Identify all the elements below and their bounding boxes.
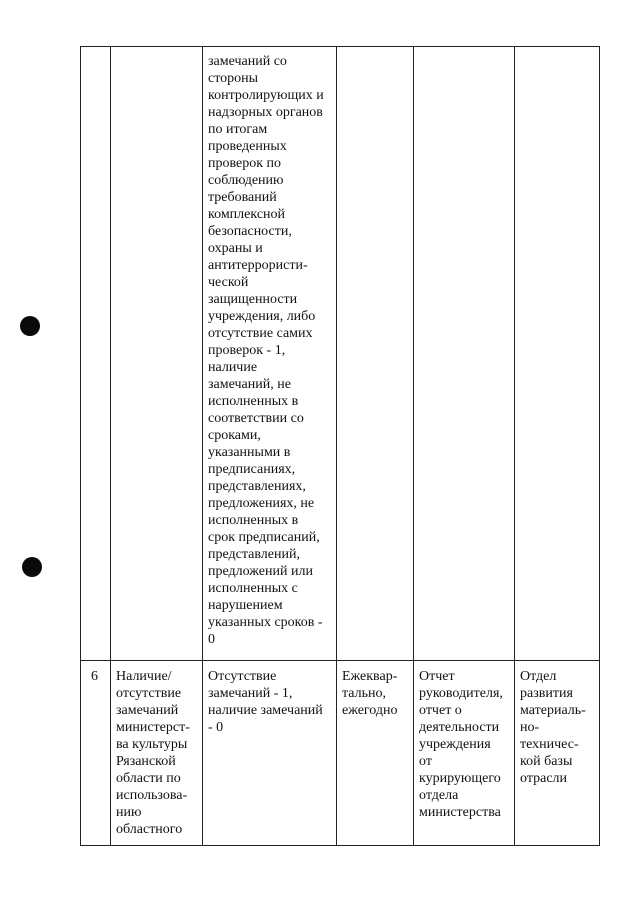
- row-6-criteria: Отсутствие замечаний - 1, наличие замечаний - 0: [208, 669, 323, 735]
- col-border-1: [110, 46, 111, 846]
- row-divider: [80, 660, 600, 661]
- col-border-6: [599, 46, 600, 846]
- col-border-2: [202, 46, 203, 846]
- punch-hole-top: [20, 316, 40, 336]
- col-border-5: [514, 46, 515, 846]
- col-border-4: [413, 46, 414, 846]
- punch-hole-bottom: [22, 557, 42, 577]
- col-border-0: [80, 46, 81, 846]
- row-6-data-source: Отчет руководителя, отчет о деятельности учреждения от курирующего отдела министерства: [419, 669, 503, 820]
- table-bottom-edge: [80, 845, 600, 846]
- row-6-responsible: Отдел развития материаль- но- техничес- кой базы отрасли: [520, 669, 586, 786]
- row-6-number: 6: [91, 669, 98, 684]
- row-6-indicator: Наличие/ отсутствие замечаний министерст- ва культуры Рязанской области по использова- нию областного: [116, 669, 190, 837]
- col-border-3: [336, 46, 337, 846]
- continuation-criteria-text: замечаний со стороны контролирующих и надзорных органов по итогам проведенных проверок по соблюдению требований комплексной безопасности, охраны и антитеррористи- ческой защищенности учреждения, либо отсутствие самих проверок - 1, наличие замечаний, не исполненных в соответствии со сроками, указанными в предписаниях, представлениях, предложениях, не исполненных в срок предписаний, представлений, предложений или исполненных с нарушением указанных сроков - 0: [208, 54, 324, 647]
- row-6-periodicity: Ежеквар- тально, ежегодно: [342, 669, 398, 718]
- table-top-border: [80, 46, 600, 47]
